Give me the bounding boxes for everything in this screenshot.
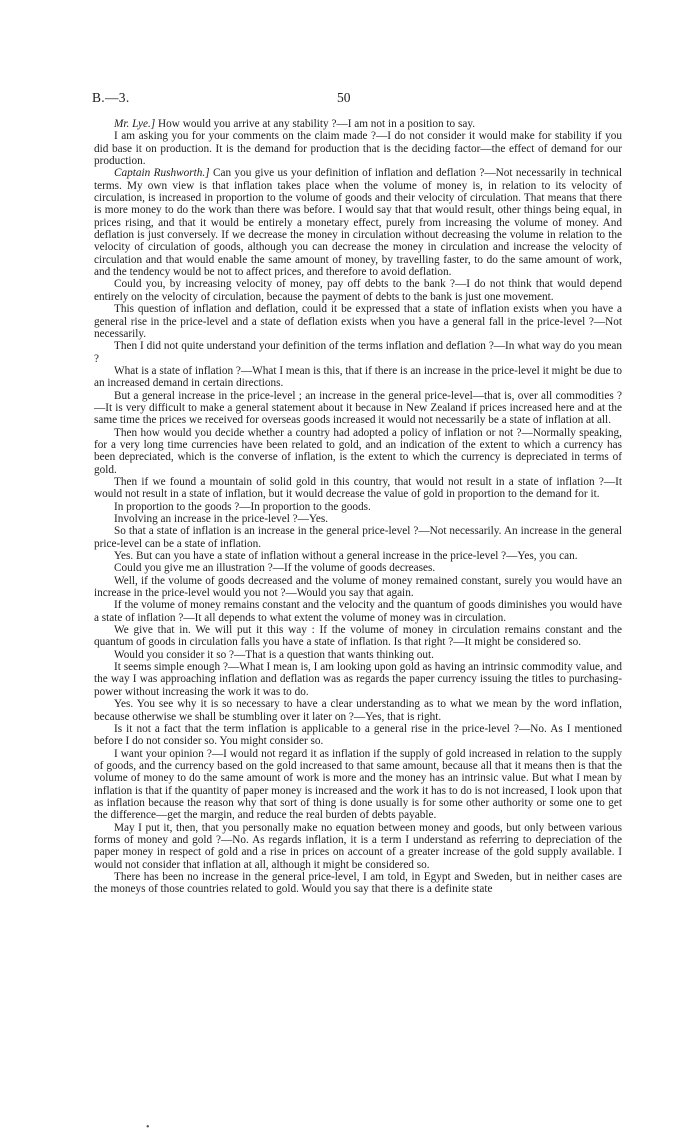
page-header [0, 90, 700, 110]
paragraph-text: Well, if the volume of goods decreased and the volume of money remained constant, surely you would have an increase in the price-level would you not ?—Would you say that again. [94, 574, 622, 600]
speaker-label: Mr. Lye.] [114, 118, 156, 130]
paragraph-text: This question of inflation and deflation, could it be expressed that a state of inflation exists when you have a general rise in the price-level and a state of deflation exists when you have a general fall in the price-level ?—Not necessarily. [94, 303, 622, 340]
paragraph [94, 476, 622, 501]
paragraph [94, 501, 622, 513]
paragraph [94, 871, 622, 896]
paragraph [94, 748, 622, 822]
paragraph-text: There has been no increase in the general price-level, I am told, in Egypt and Sweden, but in neither cases are the moneys of those countries related to gold. Would you say that there is a definite state [94, 870, 622, 896]
paragraph [94, 698, 622, 723]
paragraph-text: Could you, by increasing velocity of money, pay off debts to the bank ?—I do not think that would depend entirely on the velocity of circulation, because the payment of debts to the bank is just one movement. [94, 278, 622, 303]
paragraph-text: What is a state of inflation ?—What I mean is this, that if there is an increase in the price-level it might be due to an increased demand in certain directions. [94, 364, 622, 390]
paragraph-text: I am asking you for your comments on the claim made ?—I do not consider it would make for stability if you did base it on production. It is the demand for production that is the deciding factor—the effect of demand for our production. [94, 130, 622, 168]
paragraph [94, 365, 622, 390]
paragraph [94, 649, 622, 661]
paragraph-text: Could you give me an illustration ?—If the volume of goods decreases. [114, 562, 436, 575]
paragraph-text: I want your opinion ?—I would not regard it as inflation if the supply of gold increased in relation to the supply of goods, and the currency based on the gold increased to that same amount, because all that it means then is that the volume of money to do the same amount of work is more and the money has an intrinsic value. But what I mean by inflation is that if the quantity of paper money is increased and the work it has to do is not increased, I look upon that as inflation because the reason why that sort of thing is done usually is for some other authority or some one to get the difference—get the margin, and reduce the real burden of debts payable. [94, 747, 622, 822]
paragraph-text: So that a state of inflation is an increase in the general price-level ?—Not necessarily. An increase in the general price-level can be a state of inflation. [94, 525, 622, 550]
paragraph-text: Can you give us your definition of inflation and deflation ?—Not necessarily in technical terms. My own view is that inflation takes place when the volume of money is, in relation to its velocity of circulation, is increased in proportion to the volume of goods and their velocity of circulation. That means that there is more money to do the work than there was before. I would say that that would result, other things being equal, in prices rising, and that it would be entirely a monetary effect, purely from increasing the volume of money. And deflation is just conversely. If we decrease the money in circulation without decreasing the volume in relation to the velocity of circulation of goods, although you can decrease the money in circulation and increase the velocity of circulation and that would enable the same amount of money, by travelling faster, to do the same amount of work, and the tendency would be not to affect prices, and therefore to avoid deflation. [94, 167, 623, 279]
paragraph [94, 562, 622, 574]
paragraph [94, 513, 622, 525]
paragraph-text: If the volume of money remains constant and the velocity and the quantum of goods diminishes you would have a state of inflation ?—It all depends to what extent the volume of money was in circulation. [94, 599, 622, 624]
paragraph-text: But a general increase in the price-level ; an increase in the general price-level—that is, over all commodities ?—It is very difficult to make a general statement about it because in New Zealand if prices increased here and at the same time the prices we received for overseas goods increased it would not necessarily be a state of inflation at all. [94, 389, 622, 427]
page-number: 50 [337, 90, 351, 105]
paragraph [94, 661, 622, 698]
paragraph [94, 390, 622, 427]
paragraph-text: Involving an increase in the price-level ?—Yes. [114, 513, 329, 525]
paragraph [94, 118, 622, 130]
speaker-label: Captain Rushworth.] [114, 167, 210, 180]
paragraph-text: Yes. You see why it is so necessary to have a clear understanding as to what we mean by the word inflation, because otherwise we shall be stumbling over it later on ?—Yes, that is right. [94, 698, 622, 723]
paragraph [94, 723, 622, 748]
paragraph [94, 427, 622, 476]
paragraph-text: Is it not a fact that the term inflation is applicable to a general rise in the price-level ?—No. As I mentioned before I do not consider so. You might consider so. [94, 722, 622, 748]
paragraph-text: Would you consider it so ?—That is a question that wants thinking out. [114, 648, 434, 661]
paragraph-text: Then I did not quite understand your definition of the terms inflation and deflation ?—In what way do you mean ? [94, 340, 622, 365]
paragraph [94, 130, 622, 167]
paragraph [94, 167, 622, 278]
paragraph-text: In proportion to the goods ?—In proportion to the goods. [114, 500, 371, 513]
page-body [94, 118, 622, 896]
paragraph-text: Then how would you decide whether a country had adopted a policy of inflation or not ?—Normally speaking, for a very long time currencies have been related to gold, and an indication of the extent to which a currency has been depreciated, which is the converse of inflation, is the extent to which the currency is depreciated in terms of gold. [94, 426, 622, 476]
paragraph [94, 303, 622, 340]
paragraph [94, 822, 622, 871]
paragraph [94, 575, 622, 600]
paragraph-text: May I put it, then, that you personally make no equation between money and goods, but only between various forms of money and gold ?—No. As regards inflation, it is a term I understand as referring to depreciation of the paper money in respect of gold and a rise in prices on account of a greater increase of the gold supply available. I would not consider that inflation at all, although it might be considered so. [94, 821, 622, 871]
paragraph-text: It seems simple enough ?—What I mean is, I am looking upon gold as having an intrinsic commodity value, and the way I was approaching inflation and deflation was as regards the paper currency issuing the titles to purchasing-power without increasing the work it was to do. [94, 661, 622, 698]
paragraph-text: We give that in. We will put it this way : If the volume of money in circulation remains constant and the quantum of goods in circulation falls you have a state of inflation. Is that right ?—It might be considered so. [94, 624, 622, 649]
paragraph [94, 278, 622, 303]
paragraph [94, 624, 622, 649]
paragraph [94, 340, 622, 365]
stray-mark: • [146, 1122, 150, 1133]
paragraph-text: How would you arrive at any stability ?—I am not in a position to say. [155, 118, 476, 130]
paragraph [94, 525, 622, 550]
paragraph-text: Yes. But can you have a state of inflation without a general increase in the price-level ?—Yes, you can. [114, 550, 578, 563]
paragraph-text: Then if we found a mountain of solid gold in this country, that would not result in a state of inflation ?—It would not result in a state of inflation, but it would decrease the value of gold in proportion to the demand for it. [94, 475, 622, 501]
paragraph [94, 550, 622, 562]
document-code: B.—3. [92, 90, 130, 105]
paragraph [94, 599, 622, 624]
